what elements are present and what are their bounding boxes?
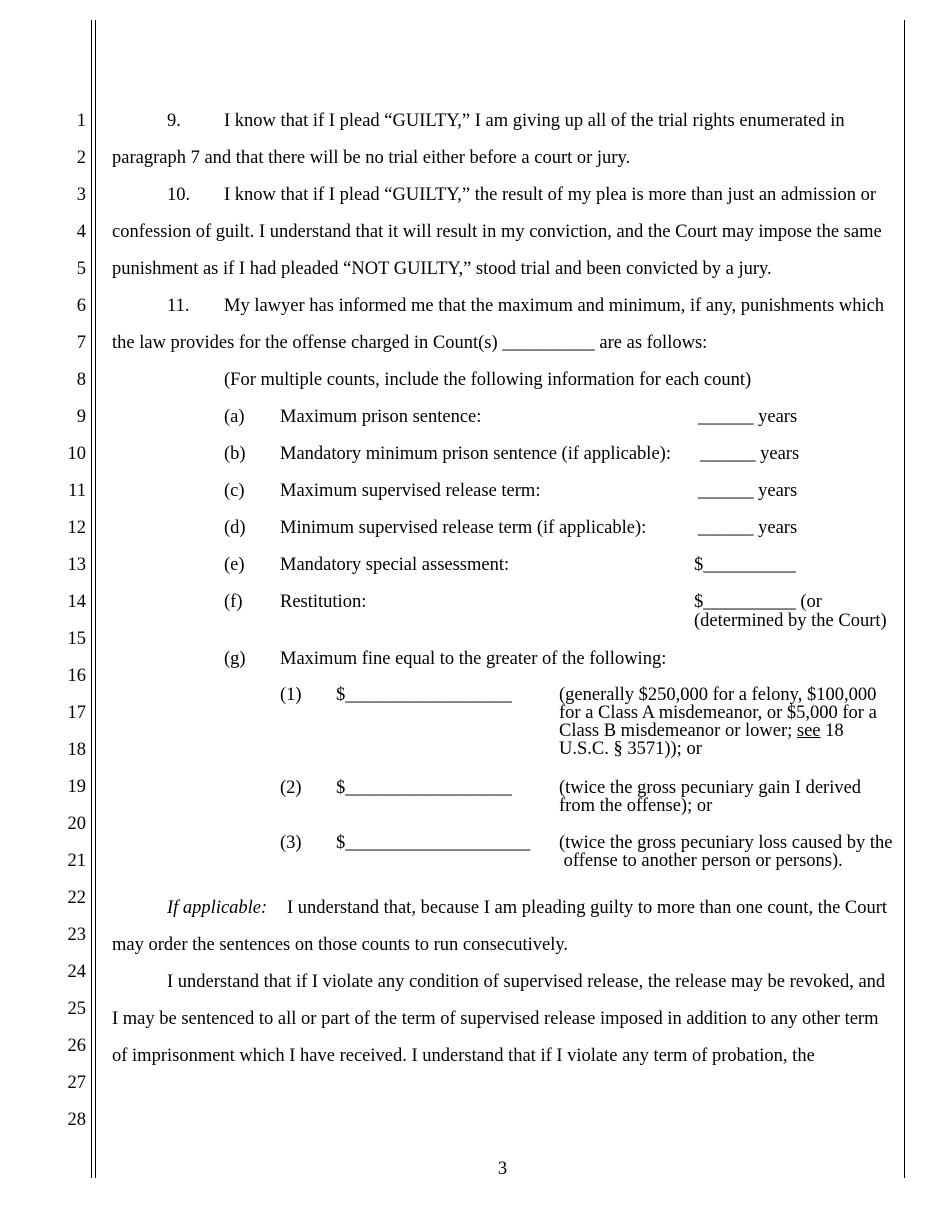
item-label: (d) [224, 518, 246, 538]
item-label: (f) [224, 592, 243, 612]
line-number: 20 [67, 814, 86, 834]
line-number: 16 [67, 666, 86, 686]
paragraph-text: I understand that, because I am pleading guilty to more than one count, the Court [287, 898, 888, 918]
paragraph-text: My lawyer has informed me that the maximum and minimum, if any, punishments which [224, 296, 885, 316]
line-number: 18 [67, 740, 86, 760]
item-label: (c) [224, 481, 245, 501]
item-text: Maximum fine equal to the greater of the following: [280, 649, 667, 669]
line-number: 26 [67, 1036, 86, 1056]
line-number: 3 [76, 185, 86, 205]
line-number: 13 [67, 555, 86, 575]
line-number: 22 [67, 888, 86, 908]
line-number: 19 [67, 777, 86, 797]
line-number: 2 [76, 148, 86, 168]
see-citation: see [796, 721, 821, 741]
paragraph-number: 10. [167, 185, 191, 205]
item-blank: ______ years [698, 518, 798, 538]
item-text: Maximum supervised release term: [280, 481, 541, 501]
line-number: 15 [67, 629, 86, 649]
paragraph-text: I know that if I plead “GUILTY,” I am giving up all of the trial rights enumerated in [224, 111, 845, 131]
item-label: (g) [224, 649, 246, 669]
fine-label: (3) [280, 833, 302, 853]
fine-label: (2) [280, 778, 302, 798]
paragraph-text: paragraph 7 and that there will be no trial either before a court or jury. [112, 148, 631, 168]
line-number: 25 [67, 999, 86, 1019]
paragraph-text: punishment as if I had pleaded “NOT GUILTY,” stood trial and been convicted by a jury. [112, 259, 772, 279]
paragraph-number: 11. [167, 296, 190, 316]
paragraph-text: of imprisonment which I have received. I understand that if I violate any term of probation, the [112, 1046, 815, 1066]
fine-description: (twice the gross pecuniary loss caused by the offense to another person or persons). [559, 833, 893, 871]
fine-description: (twice the gross pecuniary gain I derived from the offense); or [559, 778, 862, 816]
line-number: 21 [67, 851, 86, 871]
fine-label: (1) [280, 685, 302, 705]
item-blank: ______ years [698, 407, 798, 427]
paragraph-text: may order the sentences on those counts to run consecutively. [112, 935, 569, 955]
line-number: 4 [76, 222, 86, 242]
item-blank: $__________ [694, 555, 796, 575]
item-blank: $__________ (or [694, 592, 822, 612]
item-text: Maximum prison sentence: [280, 407, 482, 427]
right-margin-rule [904, 20, 905, 1178]
left-margin-rule-inner [95, 20, 96, 1178]
item-text: Mandatory special assessment: [280, 555, 510, 575]
paragraph-text: I may be sentenced to all or part of the term of supervised release imposed in addition to any other term [112, 1009, 879, 1029]
line-number: 9 [76, 407, 86, 427]
line-number: 6 [76, 296, 86, 316]
item-blank: ______ years [698, 481, 798, 501]
item-note: (determined by the Court) [694, 611, 887, 631]
paragraph-text: I understand that if I violate any condition of supervised release, the release may be revoked, and [167, 972, 886, 992]
line-number: 7 [76, 333, 86, 353]
line-number: 28 [67, 1110, 86, 1130]
line-number: 11 [68, 481, 86, 501]
line-number: 8 [76, 370, 86, 390]
paragraph-text: confession of guilt. I understand that it will result in my conviction, and the Court may impose the same [112, 222, 882, 242]
line-number: 24 [67, 962, 86, 982]
if-applicable-lead: If applicable: [167, 898, 268, 918]
paragraph-text: I know that if I plead “GUILTY,” the result of my plea is more than just an admission or [224, 185, 876, 205]
line-number: 1 [76, 111, 86, 131]
item-text: Restitution: [280, 592, 367, 612]
page-number: 3 [497, 1159, 508, 1179]
line-number: 17 [67, 703, 86, 723]
line-number: 14 [67, 592, 86, 612]
item-text: Mandatory minimum prison sentence (if applicable): [280, 444, 671, 464]
paragraph-text: the law provides for the offense charged in Count(s) __________ are as follows: [112, 333, 708, 353]
item-label: (e) [224, 555, 245, 575]
instruction-text: (For multiple counts, include the following information for each count) [224, 370, 752, 390]
item-label: (a) [224, 407, 245, 427]
line-number: 10 [67, 444, 86, 464]
paragraph-number: 9. [167, 111, 181, 131]
line-number: 5 [76, 259, 86, 279]
fine-description: (generally $250,000 for a felony, $100,000 for a Class A misdemeanor, or $5,000 for a Class B misdemeanor or lower; see 18 U.S.C. § 3571)); or [559, 685, 877, 759]
fine-blank: $__________________ [336, 685, 512, 705]
item-blank: ______ years [700, 444, 800, 464]
fine-blank: $____________________ [336, 833, 531, 853]
line-number: 23 [67, 925, 86, 945]
fine-blank: $__________________ [336, 778, 512, 798]
line-number: 12 [67, 518, 86, 538]
left-margin-rule-outer [91, 20, 92, 1178]
line-number: 27 [67, 1073, 86, 1093]
item-text: Minimum supervised release term (if applicable): [280, 518, 647, 538]
item-label: (b) [224, 444, 246, 464]
